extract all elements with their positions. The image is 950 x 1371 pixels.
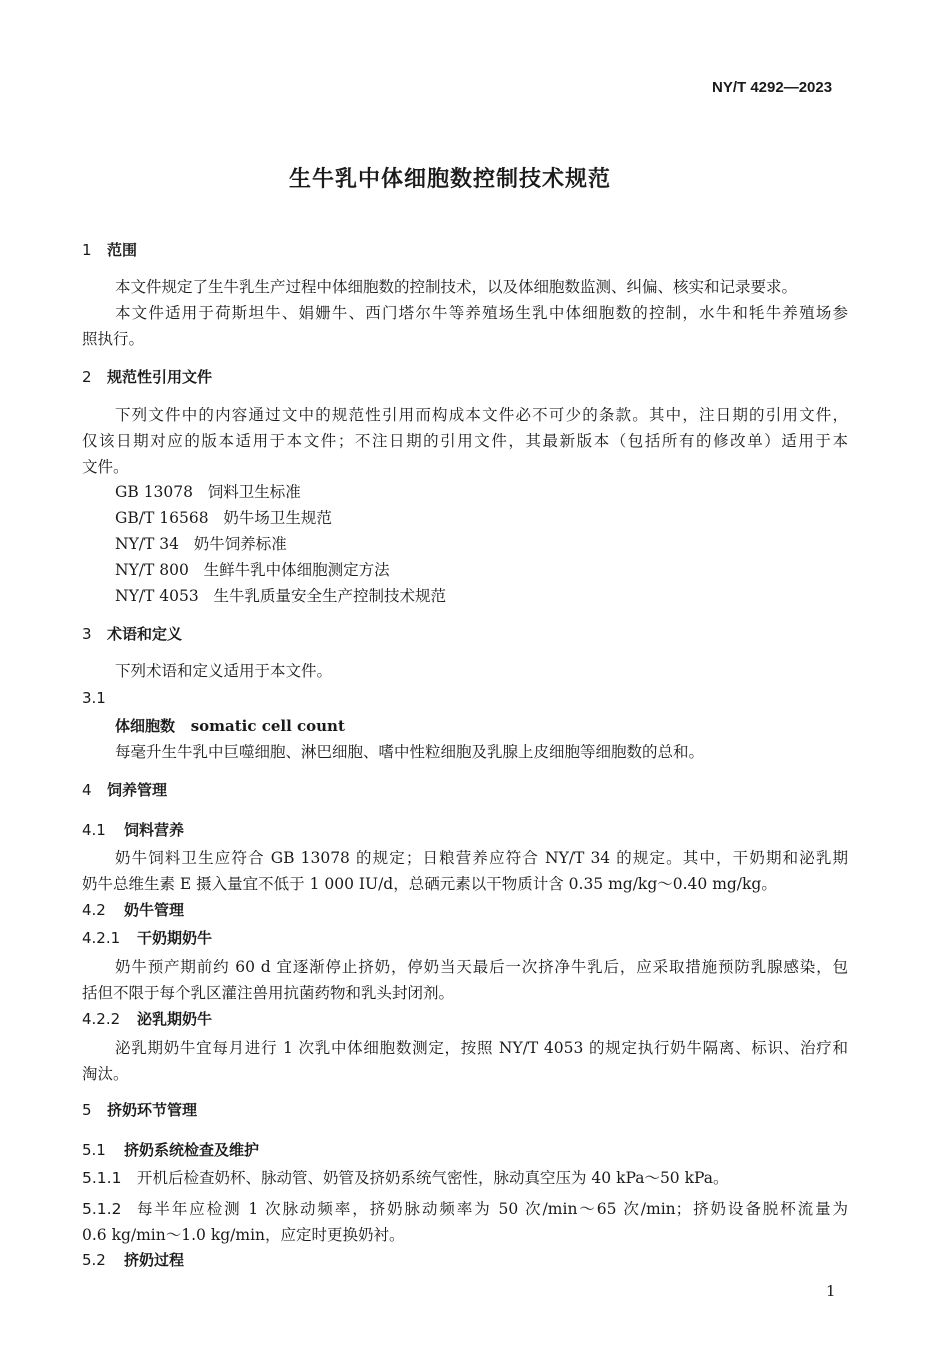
clause-text: 开机后检查奶杯、脉动管、奶管及挤奶系统气密性，脉动真空压为 40 kPa～50 kPa。 xyxy=(137,1169,729,1187)
term-entry xyxy=(115,716,345,736)
subsection-4-2-heading xyxy=(82,900,184,920)
subsection-number: 4.1 xyxy=(82,821,106,839)
subsection-title: 干奶期奶牛 xyxy=(137,929,213,947)
subsection-4-1-para-a: 奶牛饲料卫生应符合 GB 13078 的规定；日粮营养应符合 NY/T 34 的规定。其中，干奶期和泌乳期 xyxy=(115,849,848,867)
reference-item xyxy=(115,534,287,554)
reference-code: NY/T 800 xyxy=(115,561,189,579)
reference-name: 生鲜牛乳中体细胞测定方法 xyxy=(203,561,390,579)
section-1-para-2a: 本文件适用于荷斯坦牛、娟姗牛、西门塔尔牛等养殖场生乳中体细胞数的控制，水牛和牦牛养殖场参 xyxy=(115,304,848,322)
section-1-heading xyxy=(82,240,137,260)
reference-name: 饲料卫生标准 xyxy=(207,483,301,501)
subsection-number: 5.1 xyxy=(82,1141,106,1159)
section-2-para-1b: 仅该日期对应的版本适用于本文件；不注日期的引用文件，其最新版本（包括所有的修改单）适用于本 xyxy=(82,432,848,450)
subsection-5-1-heading xyxy=(82,1140,259,1160)
subsection-4-1-heading xyxy=(82,820,184,840)
section-title: 饲养管理 xyxy=(107,781,168,799)
reference-code: GB/T 16568 xyxy=(115,509,209,527)
section-number: 4 xyxy=(82,781,92,799)
section-title: 术语和定义 xyxy=(107,625,183,643)
section-2-heading xyxy=(82,367,212,387)
document-title: 生牛乳中体细胞数控制技术规范 xyxy=(289,166,612,192)
reference-item xyxy=(115,508,332,528)
clause-number: 5.1.1 xyxy=(82,1169,122,1187)
subsection-4-2-1-para-a: 奶牛预产期前约 60 d 宜逐渐停止挤奶，停奶当天最后一次挤净牛乳后，应采取措施预防乳腺感染，包 xyxy=(115,958,848,976)
subsection-5-1-2-line-b: 0.6 kg/min～1.0 kg/min，应定时更换奶衬。 xyxy=(82,1226,405,1244)
section-number: 5 xyxy=(82,1101,92,1119)
subsection-title: 挤奶过程 xyxy=(124,1251,185,1269)
term-definition: 每毫升生牛乳中巨噬细胞、淋巴细胞、嗜中性粒细胞及乳腺上皮细胞等细胞数的总和。 xyxy=(115,743,705,761)
section-title: 挤奶环节管理 xyxy=(107,1101,198,1119)
subsection-5-1-1 xyxy=(82,1168,728,1188)
section-title: 范围 xyxy=(107,241,138,259)
clause-text: 每半年应检测 1 次脉动频率，挤奶脉动频率为 50 次/min～65 次/min；挤奶设备脱杯流量为 xyxy=(137,1200,848,1218)
reference-name: 奶牛场卫生规范 xyxy=(223,509,332,527)
subsection-4-2-1-heading xyxy=(82,928,212,948)
document-code: NY/T 4292—2023 xyxy=(712,79,833,96)
term-number: 3.1 xyxy=(82,689,106,707)
subsection-number: 4.2.1 xyxy=(82,929,121,947)
reference-item xyxy=(115,560,390,580)
section-number: 2 xyxy=(82,368,92,386)
subsection-5-1-2-line-a xyxy=(82,1199,848,1219)
section-4-heading xyxy=(82,780,167,800)
subsection-number: 5.2 xyxy=(82,1251,106,1269)
clause-number: 5.1.2 xyxy=(82,1200,122,1218)
reference-name: 生牛乳质量安全生产控制技术规范 xyxy=(213,587,447,605)
subsection-title: 饲料营养 xyxy=(124,821,185,839)
term-english: somatic cell count xyxy=(190,717,345,735)
subsection-4-1-para-b: 奶牛总维生素 E 摄入量宜不低于 1 000 IU/d，总硒元素以干物质计含 0.35 mg/kg～0.40 mg/kg。 xyxy=(82,875,777,893)
subsection-4-2-2-para-a: 泌乳期奶牛宜每月进行 1 次乳中体细胞数测定，按照 NY/T 4053 的规定执行奶牛隔离、标识、治疗和 xyxy=(115,1039,848,1057)
section-5-heading xyxy=(82,1100,197,1120)
term-chinese: 体细胞数 xyxy=(115,717,176,735)
reference-code: NY/T 34 xyxy=(115,535,180,553)
subsection-4-2-2-para-b: 淘汰。 xyxy=(82,1065,129,1083)
subsection-5-2-heading xyxy=(82,1250,184,1270)
reference-item xyxy=(115,586,446,606)
section-3-para-1: 下列术语和定义适用于本文件。 xyxy=(115,662,333,680)
section-number: 3 xyxy=(82,625,92,643)
subsection-number: 4.2 xyxy=(82,901,106,919)
section-3-heading xyxy=(82,624,182,644)
section-2-para-1a: 下列文件中的内容通过文中的规范性引用而构成本文件必不可少的条款。其中，注日期的引用文件， xyxy=(115,406,848,424)
subsection-title: 奶牛管理 xyxy=(124,901,185,919)
subsection-title: 泌乳期奶牛 xyxy=(137,1010,213,1028)
reference-item xyxy=(115,482,301,502)
section-number: 1 xyxy=(82,241,92,259)
section-2-para-1c: 文件。 xyxy=(82,458,129,476)
page-number: 1 xyxy=(826,1282,836,1300)
reference-code: NY/T 4053 xyxy=(115,587,199,605)
section-title: 规范性引用文件 xyxy=(107,368,213,386)
section-1-para-1: 本文件规定了生牛乳生产过程中体细胞数的控制技术，以及体细胞数监测、纠偏、核实和记录要求。 xyxy=(115,278,798,296)
subsection-4-2-2-heading xyxy=(82,1009,212,1029)
reference-code: GB 13078 xyxy=(115,483,194,501)
subsection-title: 挤奶系统检查及维护 xyxy=(124,1141,260,1159)
subsection-4-2-1-para-b: 括但不限于每个乳区灌注兽用抗菌药物和乳头封闭剂。 xyxy=(82,984,455,1002)
reference-name: 奶牛饲养标准 xyxy=(193,535,287,553)
subsection-number: 4.2.2 xyxy=(82,1010,121,1028)
section-1-para-2b: 照执行。 xyxy=(82,330,145,348)
